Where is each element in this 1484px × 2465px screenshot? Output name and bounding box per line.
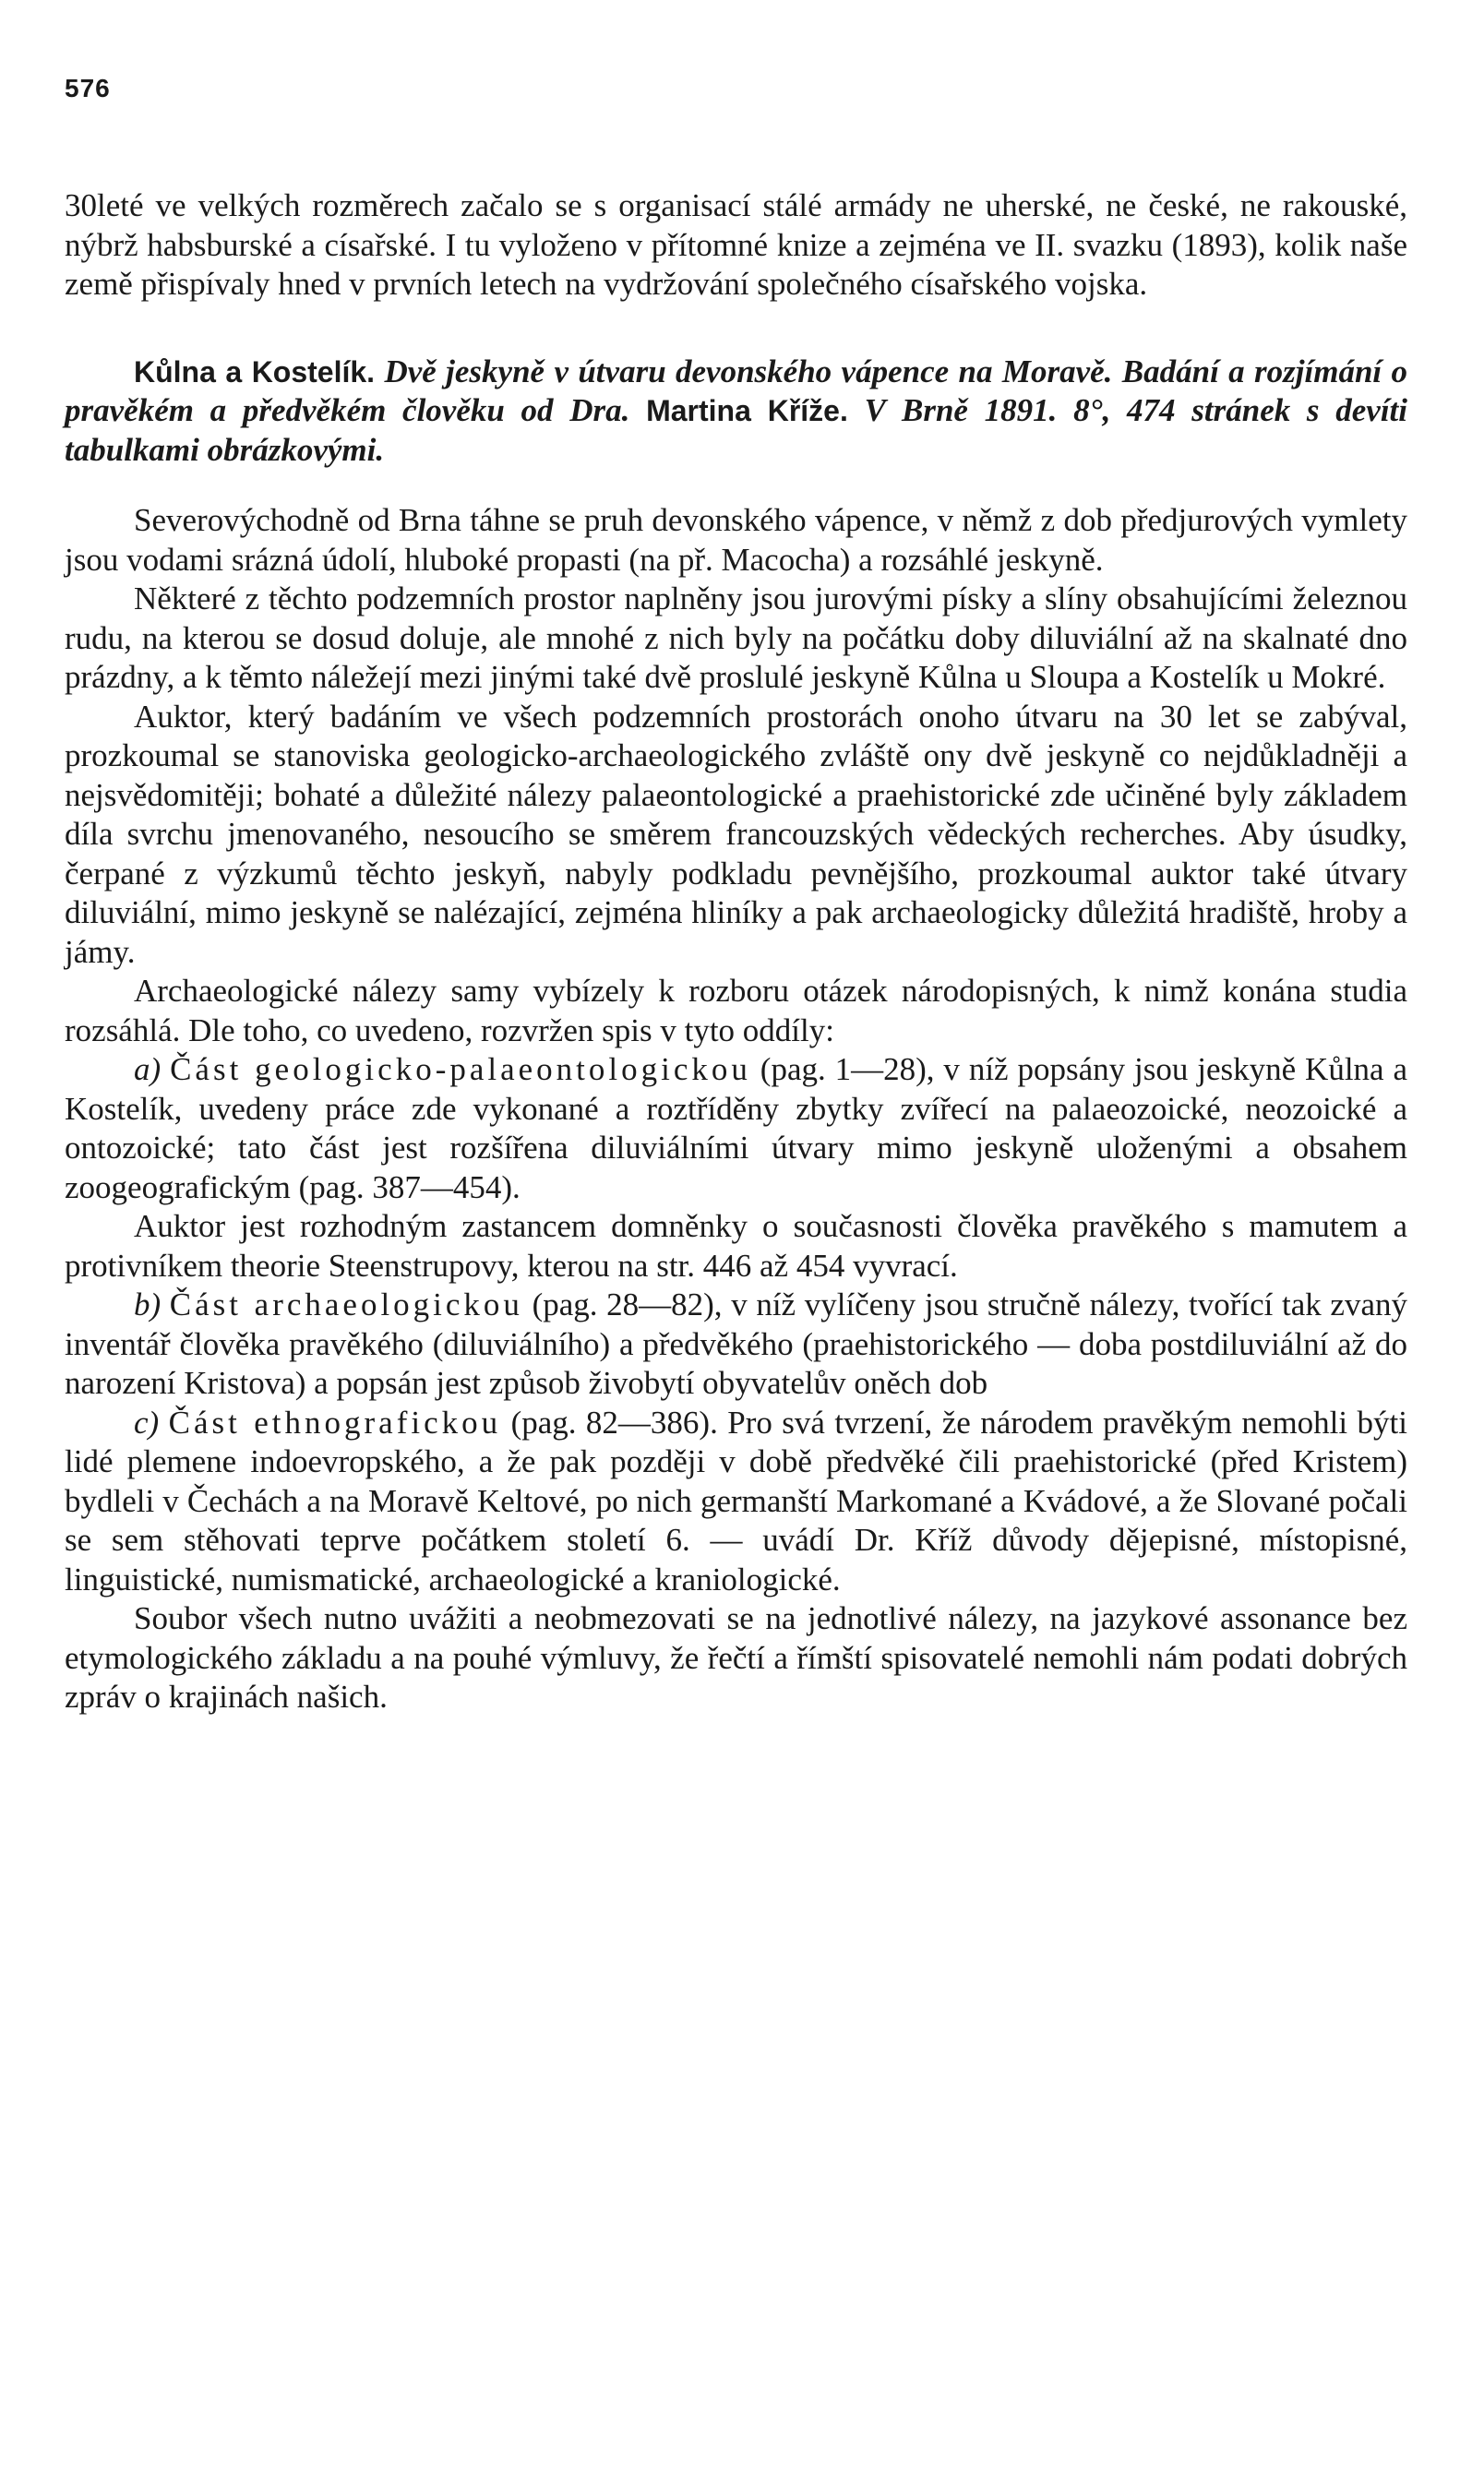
paragraph-4: Archaeologické nálezy samy vybízely k rozboru otázek národopisných, k nimž konána studia rozsáhlá. Dle toho, co uvedeno, rozvržen spis v tyto oddíly: [65, 973, 1407, 1048]
paragraph-3: Auktor, který badáním ve všech podzemních prostorách onoho útvaru na 30 let se zabýval, prozkoumal se stanoviska geologicko-archaeologického zvláště ony dvě jeskyně co nejdůkladněji a nejsvědomitěji; bohaté a důležité nálezy palaeontologické a praehistorické zde učiněné byly základem díla svrchu jmenovaného, nesoucího se směrem francouzských vědeckých recherches. Aby úsudky, čerpané z výzkumů těchto jeskyň, nabyly podkladu pevnějšího, prozkoumal auktor také útvary diluviální, mimo jeskyně se nalézající, zejména hliníky a pak archaeologicky důležitá hradiště, hroby a jámy. [65, 698, 1407, 970]
reference-title: Kůlna a Kostelík. [134, 354, 376, 389]
book-reference [65, 353, 1407, 471]
paragraph-6: Soubor všech nutno uvážiti a neobmezovati se na jednotlivé nálezy, na jazykové assonance bez etymologického základu a na pouhé výmluvy, že řečtí a římští spisovatelé nemohli nám podati dobrých zpráv o krajinách našich. [65, 1600, 1407, 1715]
section-b [65, 1286, 1407, 1404]
section-c-text: (pag. 82—386). Pro svá tvrzení, že národem pravěkým nemohli býti lidé plemene indoevropského, a že pak později v době předvěké čili praehistorické (před Kristem) bydleli v Čechách a na Moravě Keltové, po nich germanští Markomané a Kvádové, a že Slované počali se sem stěhovati teprve počátkem století 6. — uvádí Dr. Kříž důvody dějepisné, místopisné, linguistické, numismatické, archaeologické a kraniologické. [65, 1404, 1408, 1597]
section-c-title: Část ethnografickou [168, 1404, 502, 1441]
page-number: 576 [65, 74, 111, 102]
section-c-label: c) [134, 1404, 160, 1441]
reference-author: Martina Kříže. [646, 394, 848, 427]
section-a-title: Část geologicko-palaeontologickou [170, 1051, 751, 1087]
reference-subtitle: Dvě jeskyně v útvaru devonského vápence na Moravě. Badání a rozjímání o pravěkém a předvěkém člověku od Dra. [65, 353, 1408, 428]
intro-paragraph: 30leté ve velkých rozměrech začalo se s organisací stálé armády ne uherské, ne české, ne rakouské, nýbrž habsburské a císařské. I tu vyloženo v přítomné knize a zejména ve II. svazku (1893), kolik naše země přispívaly hned v prvních letech na vydržování společného císařského vojska. [65, 187, 1407, 302]
paragraph-1: Severovýchodně od Brna táhne se pruh devonského vápence, v němž z dob předjurových vymlety jsou vodami srázná údolí, hluboké propasti (na př. Macocha) a rozsáhlé jeskyně. [65, 502, 1407, 578]
section-b-label: b) [134, 1286, 162, 1322]
section-b-title: Část archaeologickou [169, 1286, 523, 1322]
section-c [65, 1404, 1407, 1600]
section-a-label: a) [134, 1051, 162, 1087]
section-a [65, 1050, 1407, 1207]
paragraph-5: Auktor jest rozhodným zastancem domněnky o současnosti člověka pravěkého s mamutem a protivníkem theorie Steenstrupovy, kterou na str. 446 až 454 vyvrací. [65, 1208, 1407, 1284]
reference-publication: V Brně 1891. 8°, 474 stránek s devíti tabulkami obrázkovými. [65, 392, 1407, 468]
section-a-text: (pag. 1—28), v níž popsány jsou jeskyně Kůlna a Kostelík, uvedeny práce zde vykonané a roztříděny zbytky zvířecí na palaeozoické, neozoické a ontozoické; tato část jest rozšířena diluviálními útvary mimo jeskyně uloženými a obsahem zoogeografickým (pag. 387—454). [65, 1051, 1408, 1205]
paragraph-2: Některé z těchto podzemních prostor naplněny jsou jurovými písky a slíny obsahujícími železnou rudu, na kterou se dosud doluje, ale mnohé z nich byly na počátku doby diluviální až na skalnaté dno prázdny, a k těmto náležejí mezi jinými také dvě proslulé jeskyně Kůlna u Sloupa a Kostelík u Mokré. [65, 580, 1407, 695]
section-b-text: (pag. 28—82), v níž vylíčeny jsou stručně nálezy, tvořící tak zvaný inventář člověka pravěkého (diluviálního) a předvěkého (praehistorického — doba postdiluviální až do narození Kristova) a popsán jest způsob živobytí obyvatelův oněch dob [65, 1286, 1407, 1401]
book-page [65, 74, 1407, 1717]
